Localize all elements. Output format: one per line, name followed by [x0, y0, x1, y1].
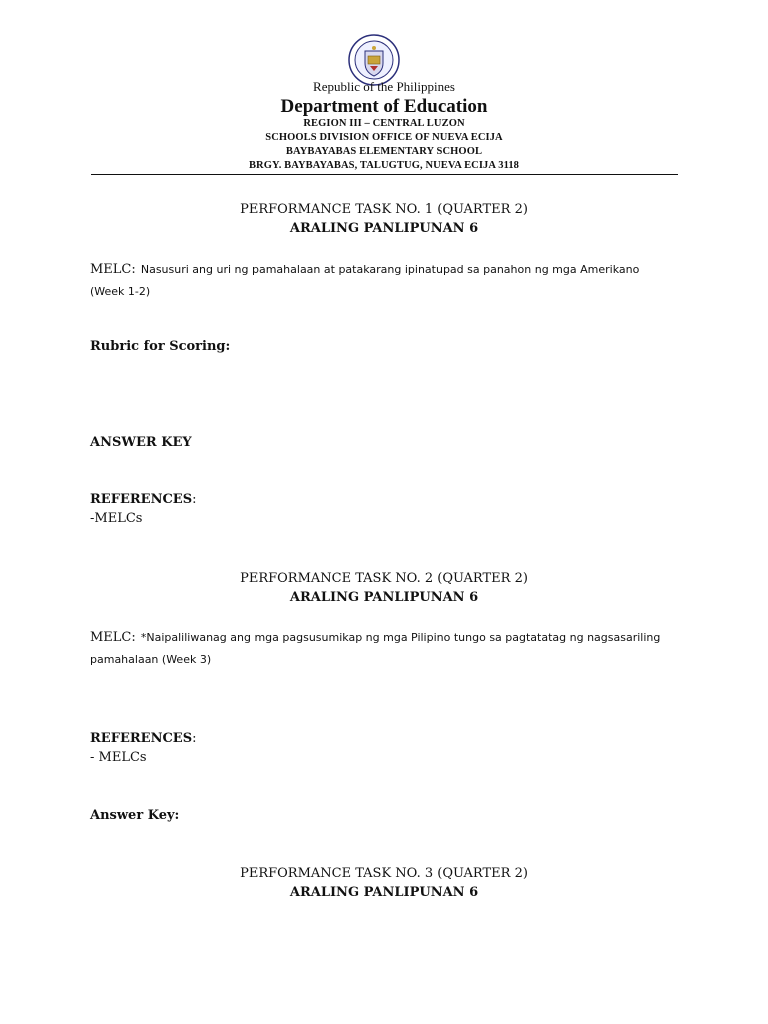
task1-references-heading: [90, 492, 196, 507]
school-line: BAYBAYABAS ELEMENTARY SCHOOL: [285, 146, 483, 157]
task1-answer-key-heading: ANSWER KEY: [90, 435, 192, 450]
task1-rubric-heading: Rubric for Scoring:: [90, 339, 231, 354]
department-title: Department of Education: [280, 96, 488, 117]
task2-reference-item: - MELCs: [90, 750, 147, 765]
task1-title: PERFORMANCE TASK NO. 1 (QUARTER 2): [240, 202, 528, 217]
header-divider: [91, 174, 678, 175]
task2-title: PERFORMANCE TASK NO. 2 (QUARTER 2): [240, 571, 528, 586]
task2-melc-text-line2: pamahalaan (Week 3): [90, 653, 212, 666]
task1-melc-text-line1: Nasusuri ang uri ng pamahalaan at patakarang ipinatupad sa panahon ng mga Amerikano: [140, 263, 640, 276]
task1-subject: ARALING PANLIPUNAN 6: [289, 221, 479, 236]
task3-subject: ARALING PANLIPUNAN 6: [289, 885, 479, 900]
address-line: BRGY. BAYBAYABAS, TALUGTUG, NUEVA ECIJA 3118: [248, 160, 520, 171]
task1-references-label: REFERENCES: [90, 492, 193, 507]
task1-melc: [90, 258, 680, 302]
task2-subject: ARALING PANLIPUNAN 6: [289, 590, 479, 605]
republic-line: Republic of the Philippines: [313, 79, 455, 94]
task2-melc-text-line1: *Naipaliliwanag ang mga pagsusumikap ng mga Pilipino tungo sa pagtatatag ng nagsasariling: [140, 631, 661, 644]
task1-melc-label: MELC:: [90, 262, 136, 277]
task2-references-colon: :: [192, 731, 197, 746]
task2-answer-key-heading: Answer Key:: [90, 808, 180, 823]
region-line: REGION III – CENTRAL LUZON: [303, 118, 465, 129]
task2-references-heading: [90, 731, 196, 746]
task1-melc-text-line2: (Week 1-2): [90, 285, 151, 298]
task1-references-colon: :: [192, 492, 197, 507]
division-line: SCHOOLS DIVISION OFFICE OF NUEVA ECIJA: [265, 132, 503, 143]
task1-reference-item: -MELCs: [90, 511, 143, 526]
task2-references-label: REFERENCES: [90, 731, 193, 746]
task3-title: PERFORMANCE TASK NO. 3 (QUARTER 2): [240, 866, 528, 881]
task2-melc: [90, 626, 680, 670]
task2-melc-label: MELC:: [90, 630, 136, 645]
